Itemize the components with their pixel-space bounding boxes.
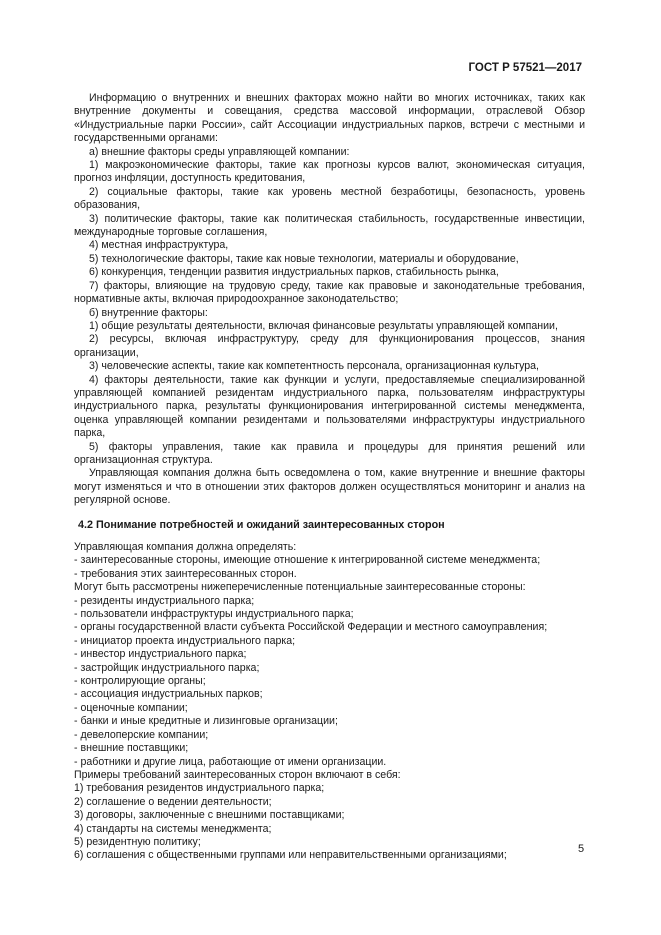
page-number: 5: [578, 843, 585, 855]
list-item: - внешние поставщики;: [74, 742, 189, 755]
internal-factor-item: 1) общие результаты деятельности, включая финансовые результаты управляющей компании,: [89, 319, 558, 332]
internal-factor-item: 5) факторы управления, такие как правила и процедуры для принятия решений или организационная структура.: [74, 440, 585, 466]
closing-paragraph: Управляющая компания должна быть осведомлена о том, какие внутренние и внешние факторы могут изменяться и что в отношении этих факторов должен осуществляться мониторинг и анализ на регулярной основе.: [74, 467, 585, 507]
list-item: - заинтересованные стороны, имеющие отношение к интегрированной системе менеджмента;: [74, 554, 541, 567]
list-item: 2) соглашение о ведении деятельности;: [74, 795, 272, 808]
list-item: - пользователи инфраструктуры индустриального парка;: [74, 608, 354, 621]
external-factor-item: 6) конкуренция, тенденции развития индустриальных парков, стабильность рынка,: [89, 266, 499, 279]
list-item: - работники и другие лица, работающие от имени организации.: [74, 755, 387, 768]
internal-factor-item: 2) ресурсы, включая инфраструктуру, среду для функционирования процессов, знания организации,: [74, 333, 585, 359]
section-heading: 4.2 Понимание потребностей и ожиданий заинтересованных сторон: [78, 518, 445, 531]
list-item: - инициатор проекта индустриального парка;: [74, 634, 296, 647]
list-item: 3) договоры, заключенные с внешними поставщиками;: [74, 809, 345, 822]
external-factor-item: 2) социальные факторы, такие как уровень местной безработицы, безопасность, уровень образования,: [74, 185, 585, 212]
list-item: - застройщик индустриального парка;: [74, 661, 260, 674]
list-item: - ассоциация индустриальных парков;: [74, 688, 263, 701]
list-item: 4) стандарты на системы менеджмента;: [74, 822, 272, 835]
list-item: - банки и иные кредитные и лизинговые организации;: [74, 715, 338, 728]
external-factor-item: 5) технологические факторы, такие как новые технологии, материалы и оборудование,: [89, 252, 519, 265]
page-body: [74, 92, 585, 863]
list-item: - оценочные компании;: [74, 701, 188, 714]
must-define-intro: Управляющая компания должна определять:: [74, 541, 297, 553]
list-item: - девелоперские компании;: [74, 728, 209, 741]
external-factor-item: 3) политические факторы, такие как политическая стабильность, государственные инвестиции, международные торговые соглашения,: [74, 212, 585, 239]
document-header: ГОСТ Р 57521—2017: [468, 62, 582, 74]
internal-factor-item: 3) человеческие аспекты, такие как компетентность персонала, организационная культура,: [89, 360, 539, 373]
internal-factors-title: б) внутренние факторы:: [89, 306, 208, 319]
list-item: - контролирующие органы;: [74, 675, 206, 688]
potential-parties-intro: Могут быть рассмотрены нижеперечисленные потенциальные заинтересованные стороны:: [74, 581, 526, 594]
internal-factor-item: 4) факторы деятельности, такие как функции и услуги, предоставляемые специализированной управляющей компанией резидентам индустриального парка, пользователям инфраструктуры индустриального парка, результаты функционирования интегрированной системы менеджмента, оценка управляющей компании резидентами и пользователями инфраструктуры индустриального парка,: [74, 373, 585, 440]
external-factor-item: 7) факторы, влияющие на трудовую среду, такие как правовые и законодательные требования, нормативные акты, включая природоохранное законодательство;: [74, 279, 585, 306]
external-factor-item: 4) местная инфраструктура,: [89, 239, 229, 252]
intro-paragraph: Информацию о внутренних и внешних факторах можно найти во многих источниках, таких как внутренние документы и совещания, средства массовой информации, отраслевой Обзор «Индустриальные парки России», сайт Ассоциации индустриальных парков, встречи с местными и государственными органами:: [74, 92, 585, 145]
list-item: 6) соглашения с общественными группами или неправительственными организациями;: [74, 849, 507, 862]
list-item: - инвестор индустриального парка;: [74, 648, 247, 661]
list-item: 5) резидентную политику;: [74, 835, 201, 848]
external-factor-item: 1) макроэкономические факторы, такие как прогнозы курсов валют, экономическая ситуация, прогноз инфляции, доступность кредитования,: [74, 159, 585, 185]
external-factors-title: а) внешние факторы среды управляющей компании:: [89, 145, 350, 158]
examples-intro: Примеры требований заинтересованных сторон включают в себя:: [74, 768, 401, 781]
list-item: 1) требования резидентов индустриального парка;: [74, 782, 325, 795]
list-item: - резиденты индустриального парка;: [74, 594, 255, 607]
list-item: - требования этих заинтересованных сторон.: [74, 567, 297, 580]
list-item: - органы государственной власти субъекта Российской Федерации и местного самоуправления;: [74, 621, 548, 634]
